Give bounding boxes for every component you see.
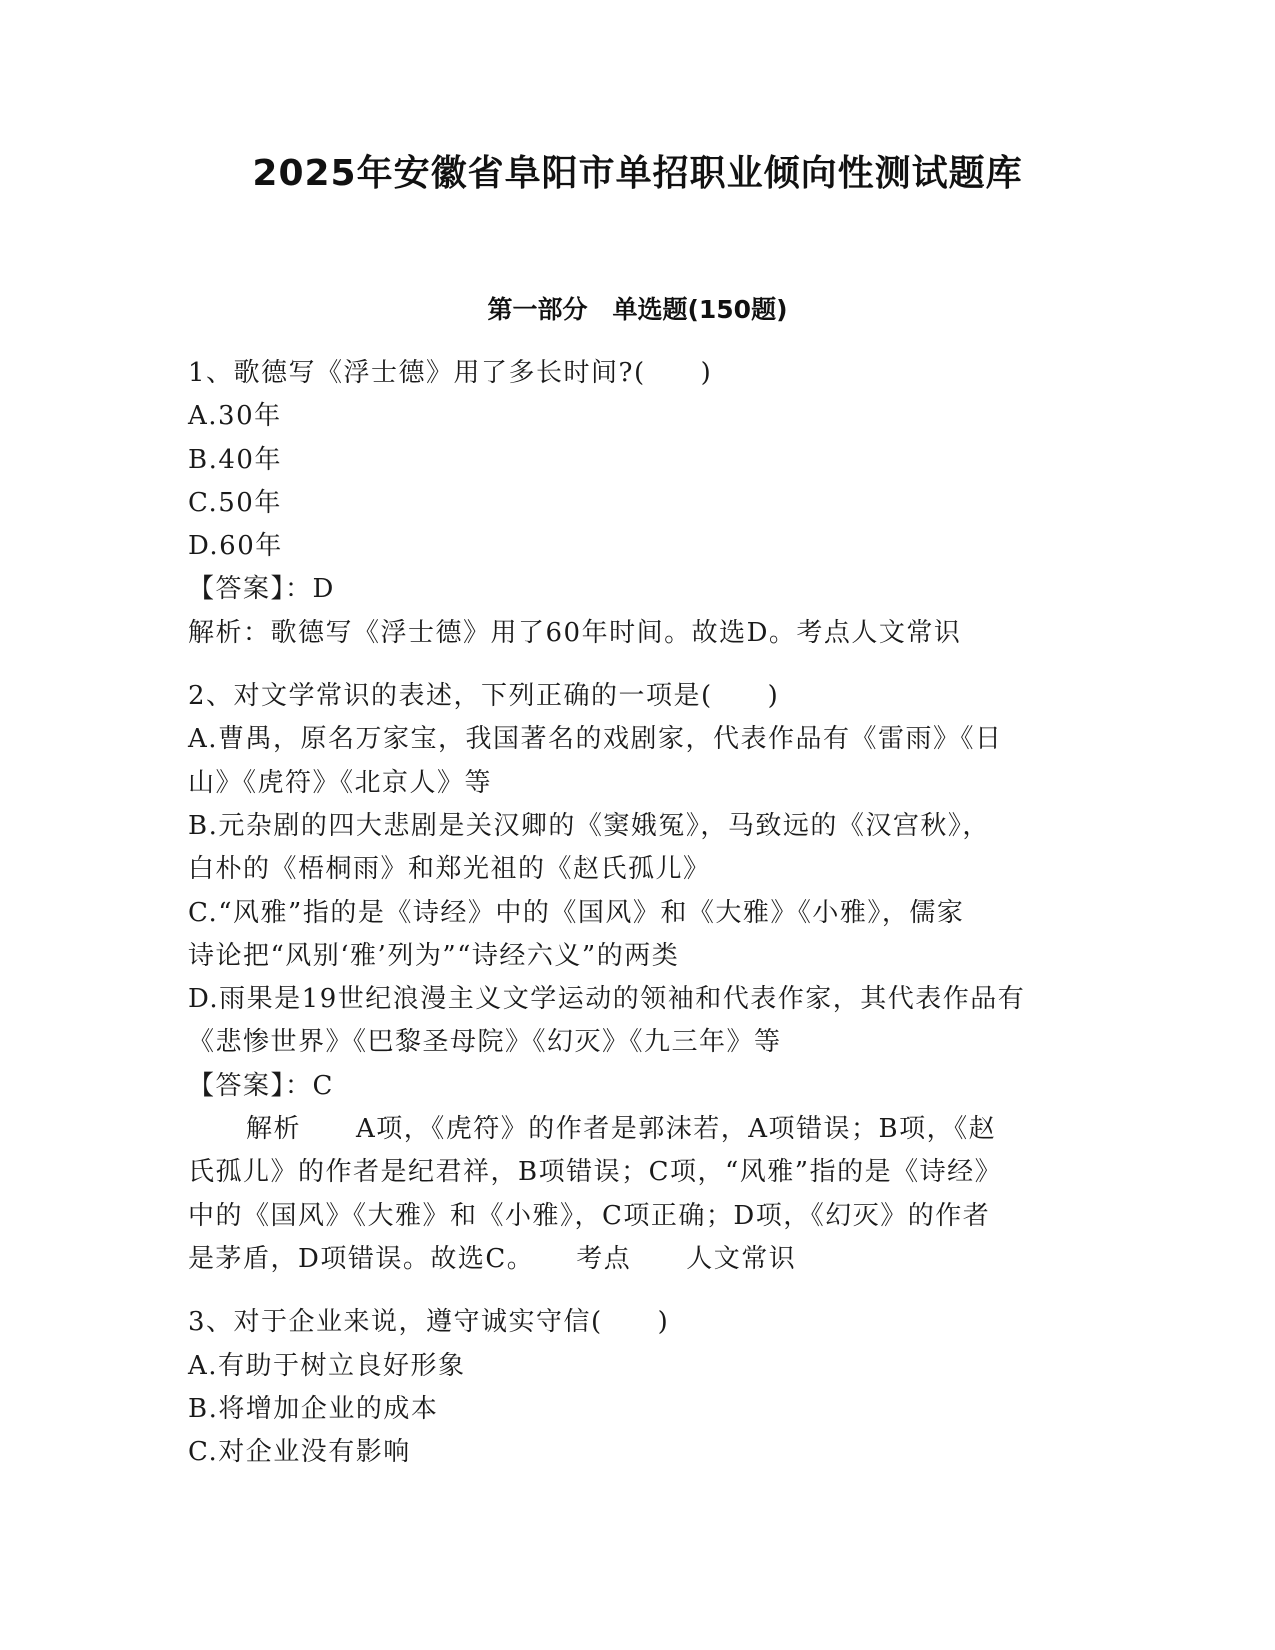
option-a: A.曹禺，原名万家宝，我国著名的戏剧家，代表作品有《雷雨》《日 — [188, 724, 1003, 755]
question-2 — [188, 675, 1088, 1281]
option-a: A.有助于树立良好形象 — [188, 1350, 466, 1381]
option-c: C.对企业没有影响 — [188, 1437, 411, 1468]
answer-line: 【答案】：C — [188, 1070, 334, 1101]
question-stem: 1、歌德写《浮士德》用了多长时间?( ) — [188, 358, 713, 388]
question-stem: 3、对于企业来说，遵守诚实守信( ) — [188, 1307, 670, 1338]
option-d-continued: 《悲惨世界》《巴黎圣母院》《幻灭》《九三年》等 — [188, 1027, 782, 1058]
analysis-line: 氏孤儿》的作者是纪君祥，B项错误；C项，“风雅”指的是《诗经》 — [188, 1157, 1003, 1188]
question-list — [188, 352, 1088, 1474]
option-d: D.60年 — [188, 531, 283, 562]
analysis-line: 解析：歌德写《浮士德》用了60年时间。故选D。考点人文常识 — [188, 617, 962, 648]
section-title: 第一部分 单选题(150题) — [487, 295, 788, 324]
analysis-line: 解析 A项，《虎符》的作者是郭沫若，A项错误；B项，《赵 — [246, 1114, 997, 1145]
option-c: C.50年 — [188, 487, 282, 518]
option-b: B.将增加企业的成本 — [188, 1393, 439, 1424]
answer-line: 【答案】：D — [188, 574, 335, 605]
question-spacer — [188, 655, 1088, 675]
option-a: A.30年 — [188, 401, 282, 432]
question-3 — [188, 1301, 1088, 1474]
option-d: D.雨果是19世纪浪漫主义文学运动的领袖和代表作家，其代表作品有 — [188, 984, 1026, 1015]
option-b: B.40年 — [188, 444, 282, 475]
option-b-continued: 白朴的《梧桐雨》和郑光祖的《赵氏孤儿》 — [188, 854, 711, 885]
question-1 — [188, 352, 1088, 655]
document-title: 2025年安徽省阜阳市单招职业倾向性测试题库 — [252, 153, 1023, 194]
option-b: B.元杂剧的四大悲剧是关汉卿的《窦娥冤》，马致远的《汉宫秋》， — [188, 810, 990, 841]
option-c-continued: 诗论把“风别‘雅’列为”“诗经六义”的两类 — [188, 940, 680, 971]
option-c: C.“风雅”指的是《诗经》中的《国风》和《大雅》《小雅》，儒家 — [188, 897, 965, 928]
analysis-line: 中的《国风》《大雅》和《小雅》，C项正确；D项，《幻灭》的作者 — [188, 1200, 991, 1231]
question-spacer — [188, 1281, 1088, 1301]
option-a-continued: 山》《虎符》《北京人》等 — [188, 767, 493, 798]
question-stem: 2、对文学常识的表述，下列正确的一项是( ) — [188, 681, 780, 712]
analysis-line: 是茅盾，D项错误。故选C。 考点 人文常识 — [188, 1243, 797, 1274]
